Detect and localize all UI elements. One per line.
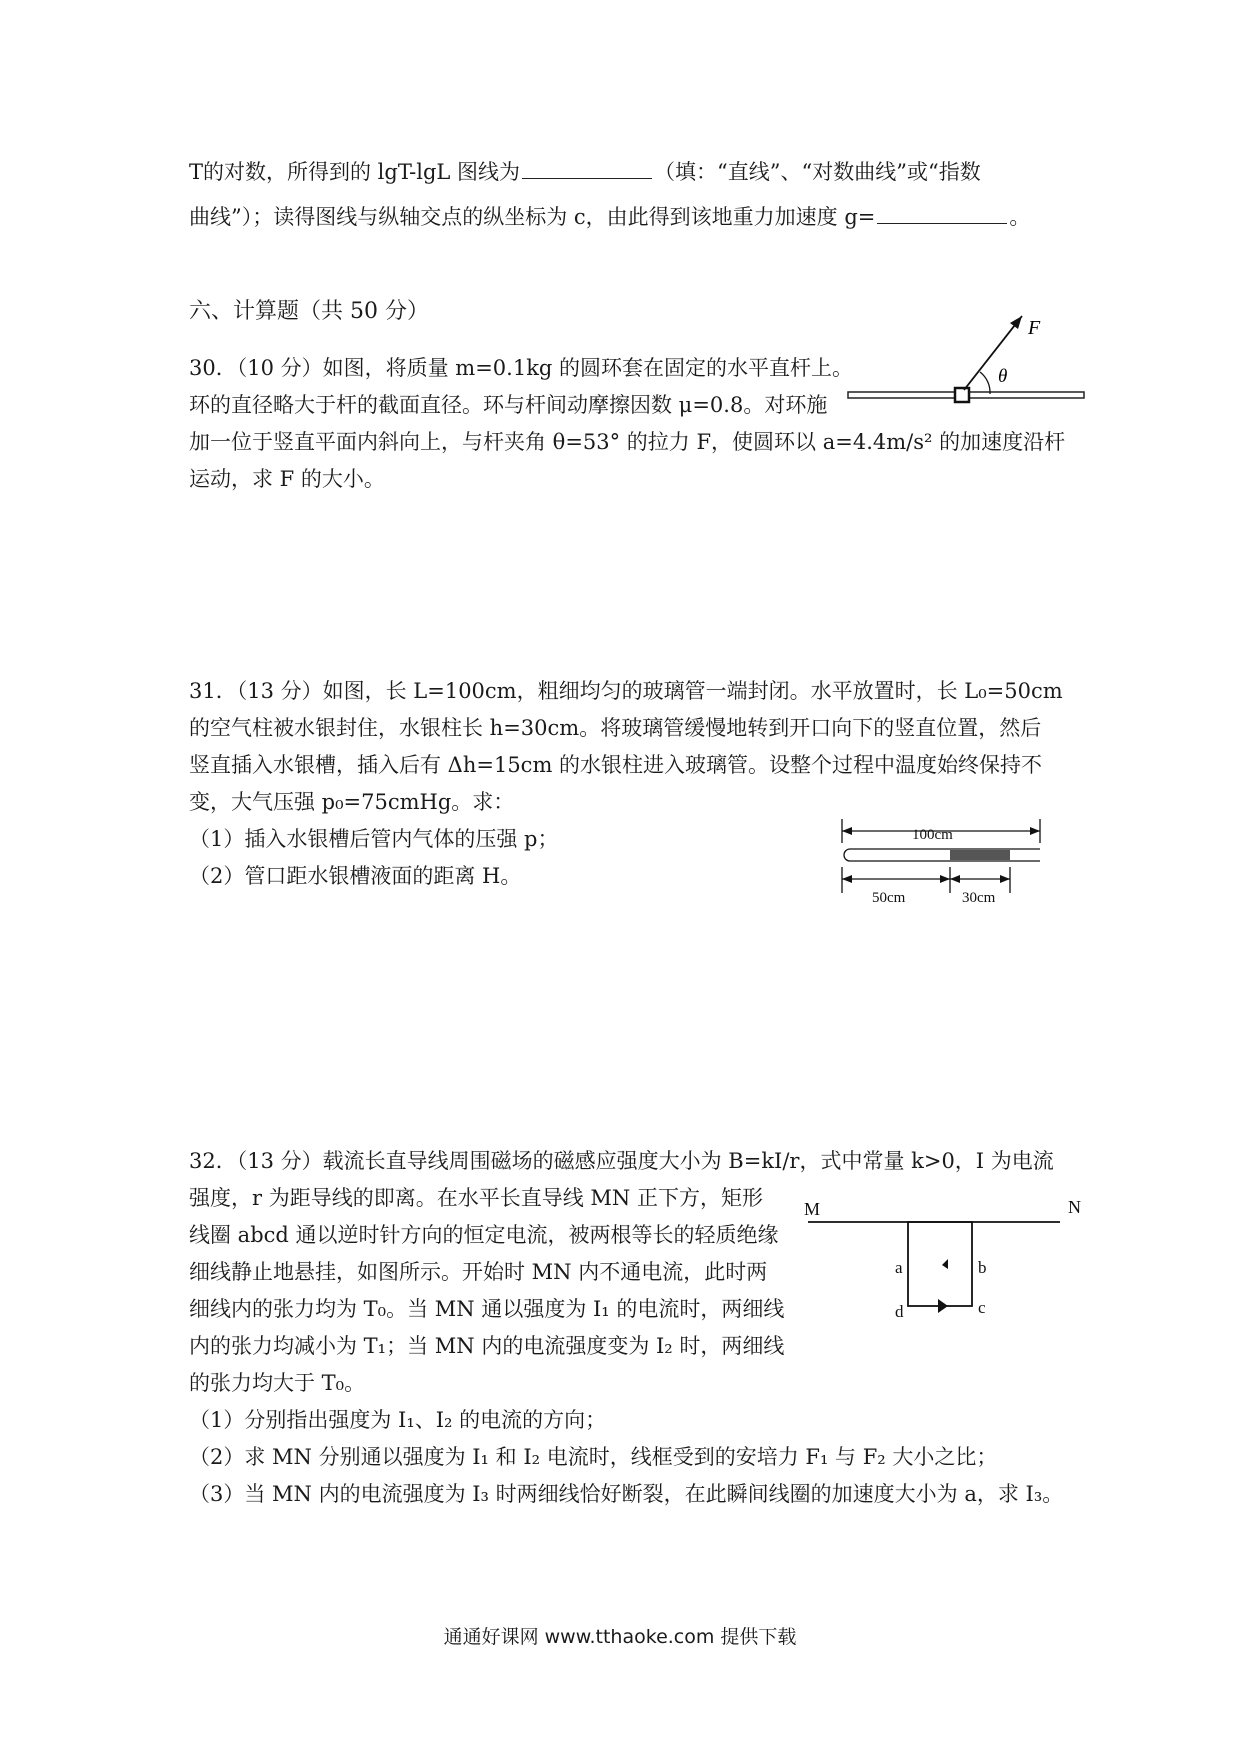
glass-tube-figure — [832, 815, 1052, 915]
footer: 通通好课网 www.tthaoke.com 提供下载 — [443, 1626, 797, 1648]
text: 。 — [1009, 205, 1031, 229]
label-M: M — [804, 1199, 821, 1219]
q31-line-3: 竖直插入水银槽，插入后有 Δh=15cm 的水银柱进入玻璃管。设整个过程中温度始终保持不 — [189, 753, 1043, 777]
q32-line-2: 强度，r 为距导线的即离。在水平长直导线 MN 正下方，矩形 — [189, 1186, 763, 1210]
mercury-column — [950, 850, 1010, 860]
q30-line-2: 环的直径略大于杆的截面直径。环与杆间动摩擦因数 μ=0.8。对环施 — [189, 393, 828, 417]
q31-line-1: 31．（13 分）如图，长 L=100cm，粗细均匀的玻璃管一端封闭。水平放置时，长 L₀=50cm — [189, 679, 1063, 703]
q31-line-2: 的空气柱被水银封住，水银柱长 h=30cm。将玻璃管缓慢地转到开口向下的竖直位置，然后 — [189, 716, 1042, 740]
label-d: d — [895, 1302, 904, 1321]
current-arrow-icon — [938, 1299, 948, 1313]
mercury-length-label: 30cm — [962, 890, 996, 906]
q32-line-3: 线圈 abcd 通以逆时针方向的恒定电流，被两根等长的轻质绝缘 — [189, 1223, 779, 1247]
label-N: N — [1068, 1197, 1081, 1217]
glass-tube — [844, 849, 1040, 861]
q30-line-4: 运动，求 F 的大小。 — [189, 467, 385, 491]
label-a: a — [895, 1258, 903, 1277]
total-length-label: 100cm — [912, 827, 953, 843]
continuation-line-2 — [189, 202, 1030, 232]
angle-label: θ — [998, 366, 1008, 387]
answer-blank-2[interactable] — [877, 205, 1007, 224]
ring — [955, 388, 969, 402]
q32-line-4: 细线静止地悬挂，如图所示。开始时 MN 内不通电流，此时两 — [189, 1260, 768, 1284]
angle-arc — [980, 372, 990, 394]
text: 曲线”）；读得图线与纵轴交点的纵坐标为 c，由此得到该地重力加速度 g= — [189, 205, 876, 229]
text: T的对数，所得到的 lgT-lgL 图线为 — [189, 160, 521, 184]
q32-line-6: 内的张力均减小为 T₁；当 MN 内的电流强度变为 I₂ 时，两细线 — [189, 1334, 785, 1358]
q31-sub-2: （2）管口距水银槽液面的距离 H。 — [189, 864, 522, 888]
q32-sub-1: （1）分别指出强度为 I₁、I₂ 的电流的方向； — [189, 1408, 607, 1432]
text: （填：“直线”、“对数曲线”或“指数 — [654, 160, 981, 184]
coil-figure — [800, 1195, 1090, 1330]
section-heading: 六、计算题（共 50 分） — [189, 299, 429, 324]
q32-line-7: 的张力均大于 T₀。 — [189, 1371, 366, 1395]
force-label: F — [1028, 317, 1041, 339]
q32-sub-2: （2）求 MN 分别通以强度为 I₁ 和 I₂ 电流时，线框受到的安培力 F₁ 与 F₂ 大小之比； — [189, 1445, 998, 1469]
q30-line-3: 加一位于竖直平面内斜向上，与杆夹角 θ=53° 的拉力 F，使圆环以 a=4.4m/s² 的加速度沿杆 — [189, 430, 1066, 454]
label-b: b — [978, 1258, 987, 1277]
continuation-line-1 — [189, 157, 981, 187]
q32-line-5: 细线内的张力均为 T₀。当 MN 通以强度为 I₁ 的电流时，两细线 — [189, 1297, 785, 1321]
q30-line-1: 30．（10 分）如图，将质量 m=0.1kg 的圆环套在固定的水平直杆上。 — [189, 356, 854, 380]
label-c: c — [978, 1298, 986, 1317]
air-length-label: 50cm — [872, 890, 906, 906]
q32-sub-3: （3）当 MN 内的电流强度为 I₃ 时两细线恰好断裂，在此瞬间线圈的加速度大小为 a，求 I₃。 — [189, 1482, 1064, 1506]
force-arrow — [964, 316, 1022, 390]
center-mark-icon — [942, 1259, 948, 1269]
answer-blank-1[interactable] — [522, 160, 652, 179]
coil-abcd — [908, 1222, 972, 1306]
q31-sub-1: （1）插入水银槽后管内气体的压强 p； — [189, 827, 559, 851]
arrow-head-icon — [1010, 316, 1022, 329]
q32-line-1: 32．（13 分）载流长直导线周围磁场的磁感应强度大小为 B=kI/r，式中常量 k>0，I 为电流 — [189, 1149, 1054, 1173]
q31-line-4: 变，大气压强 p₀=75cmHg。求： — [189, 790, 515, 814]
ring-on-rod-figure — [840, 310, 1090, 420]
